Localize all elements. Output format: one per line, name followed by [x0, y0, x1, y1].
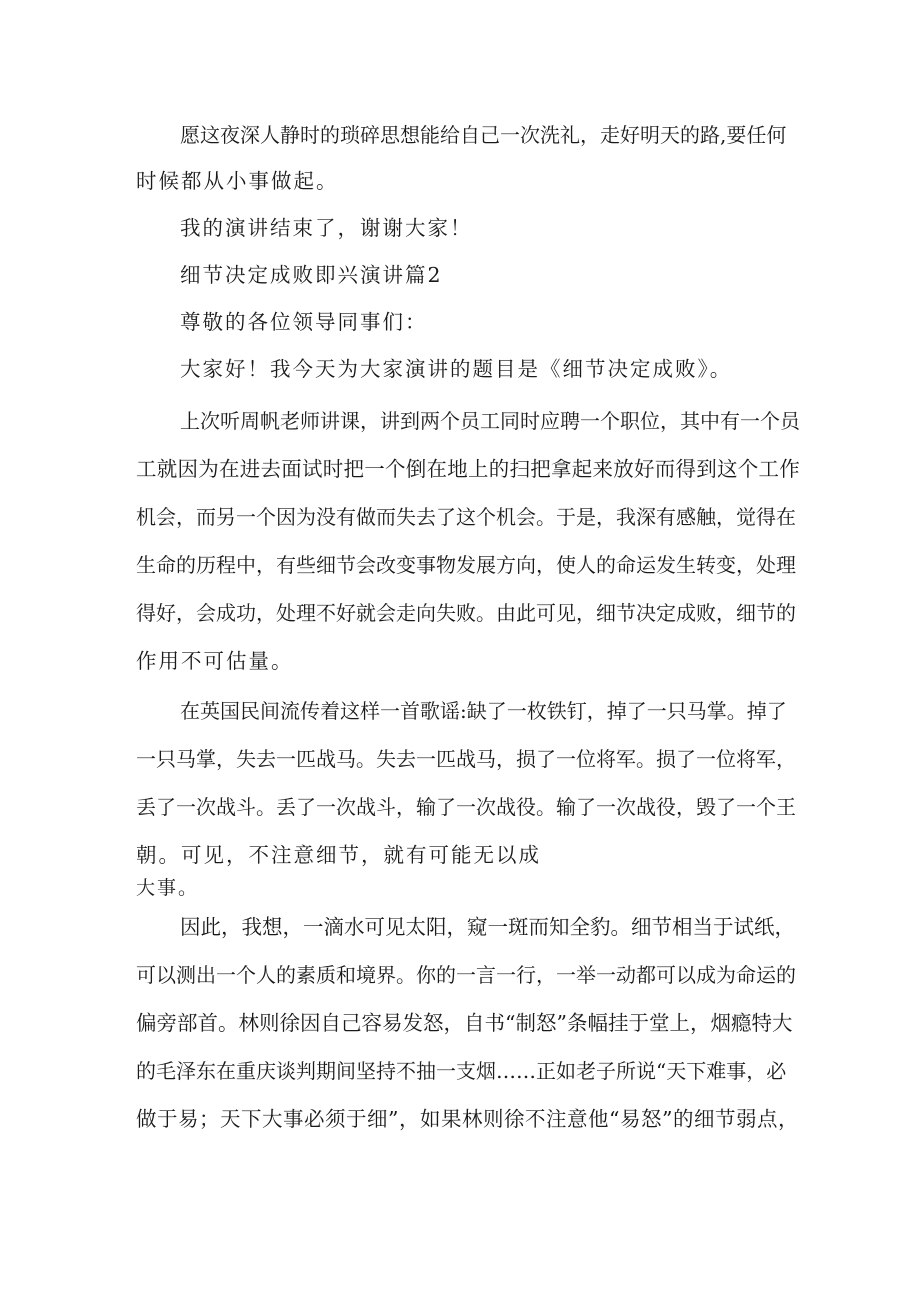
- paragraph-line: 一只马掌，失去一匹战马。失去一匹战马，损了一位将军。损了一位将军，: [136, 747, 796, 771]
- paragraph-line: 生命的历程中，有些细节会改变事物发展方向，使人的命运发生转变，处理: [136, 553, 796, 577]
- paragraph-line: 工就因为在进去面试时把一个倒在地上的扫把拿起来放好而得到这个工作: [136, 457, 800, 481]
- paragraph-line: 朝。可见，不注意细节，就有可能无以成: [136, 843, 541, 867]
- paragraph-line: 我的演讲结束了，谢谢大家！: [180, 216, 473, 240]
- paragraph-line: 可以测出一个人的素质和境界。你的一言一行，一举一动都可以成为命运的: [136, 963, 796, 987]
- paragraph-line: 大事。: [136, 877, 200, 899]
- paragraph-line: 得好，会成功，处理不好就会走向失败。由此可见，细节决定成败，细节的: [136, 601, 796, 625]
- paragraph-line: 上次听周帆老师讲课，讲到两个员工同时应聘一个职位，其中有一个员: [180, 409, 800, 433]
- paragraph-line: 愿这夜深人静时的琐碎思想能给自己一次洗礼，走好明天的路,要任何: [180, 123, 787, 147]
- paragraph-line: 机会，而另一个因为没有做而失去了这个机会。于是，我深有感触，觉得在: [136, 505, 796, 529]
- paragraph-line: 因此，我想，一滴水可见太阳，窥一斑而知全豹。细节相当于试纸，: [180, 915, 795, 939]
- paragraph-line: 丢了一次战斗。丢了一次战斗，输了一次战役。输了一次战役，毁了一个王: [136, 795, 796, 819]
- paragraph-line: 作用不可估量。: [136, 649, 294, 673]
- paragraph-line: 的毛泽东在重庆谈判期间坚持不抽一支烟……正如老子所说“天下难事，必: [136, 1059, 787, 1083]
- paragraph-line: 偏旁部首。林则徐因自己容易发怒，自书“制怒”条幅挂于堂上，烟瘾特大: [136, 1011, 793, 1035]
- paragraph-line: 大家好！我今天为大家演讲的题目是《细节决定成败》。: [180, 357, 733, 381]
- salutation: 尊敬的各位领导同事们：: [180, 310, 428, 334]
- paragraph-line: 在英国民间流传着这样一首歌谣:缺了一枚铁钉，掉了一只马掌。掉了: [180, 699, 787, 723]
- paragraph-line: 做于易；天下大事必须于细”，如果林则徐不注意他“易怒”的细节弱点，: [136, 1107, 799, 1131]
- paragraph-line: 时候都从小事做起。: [136, 169, 339, 193]
- section-heading: 细节决定成败即兴演讲篇2: [180, 263, 443, 287]
